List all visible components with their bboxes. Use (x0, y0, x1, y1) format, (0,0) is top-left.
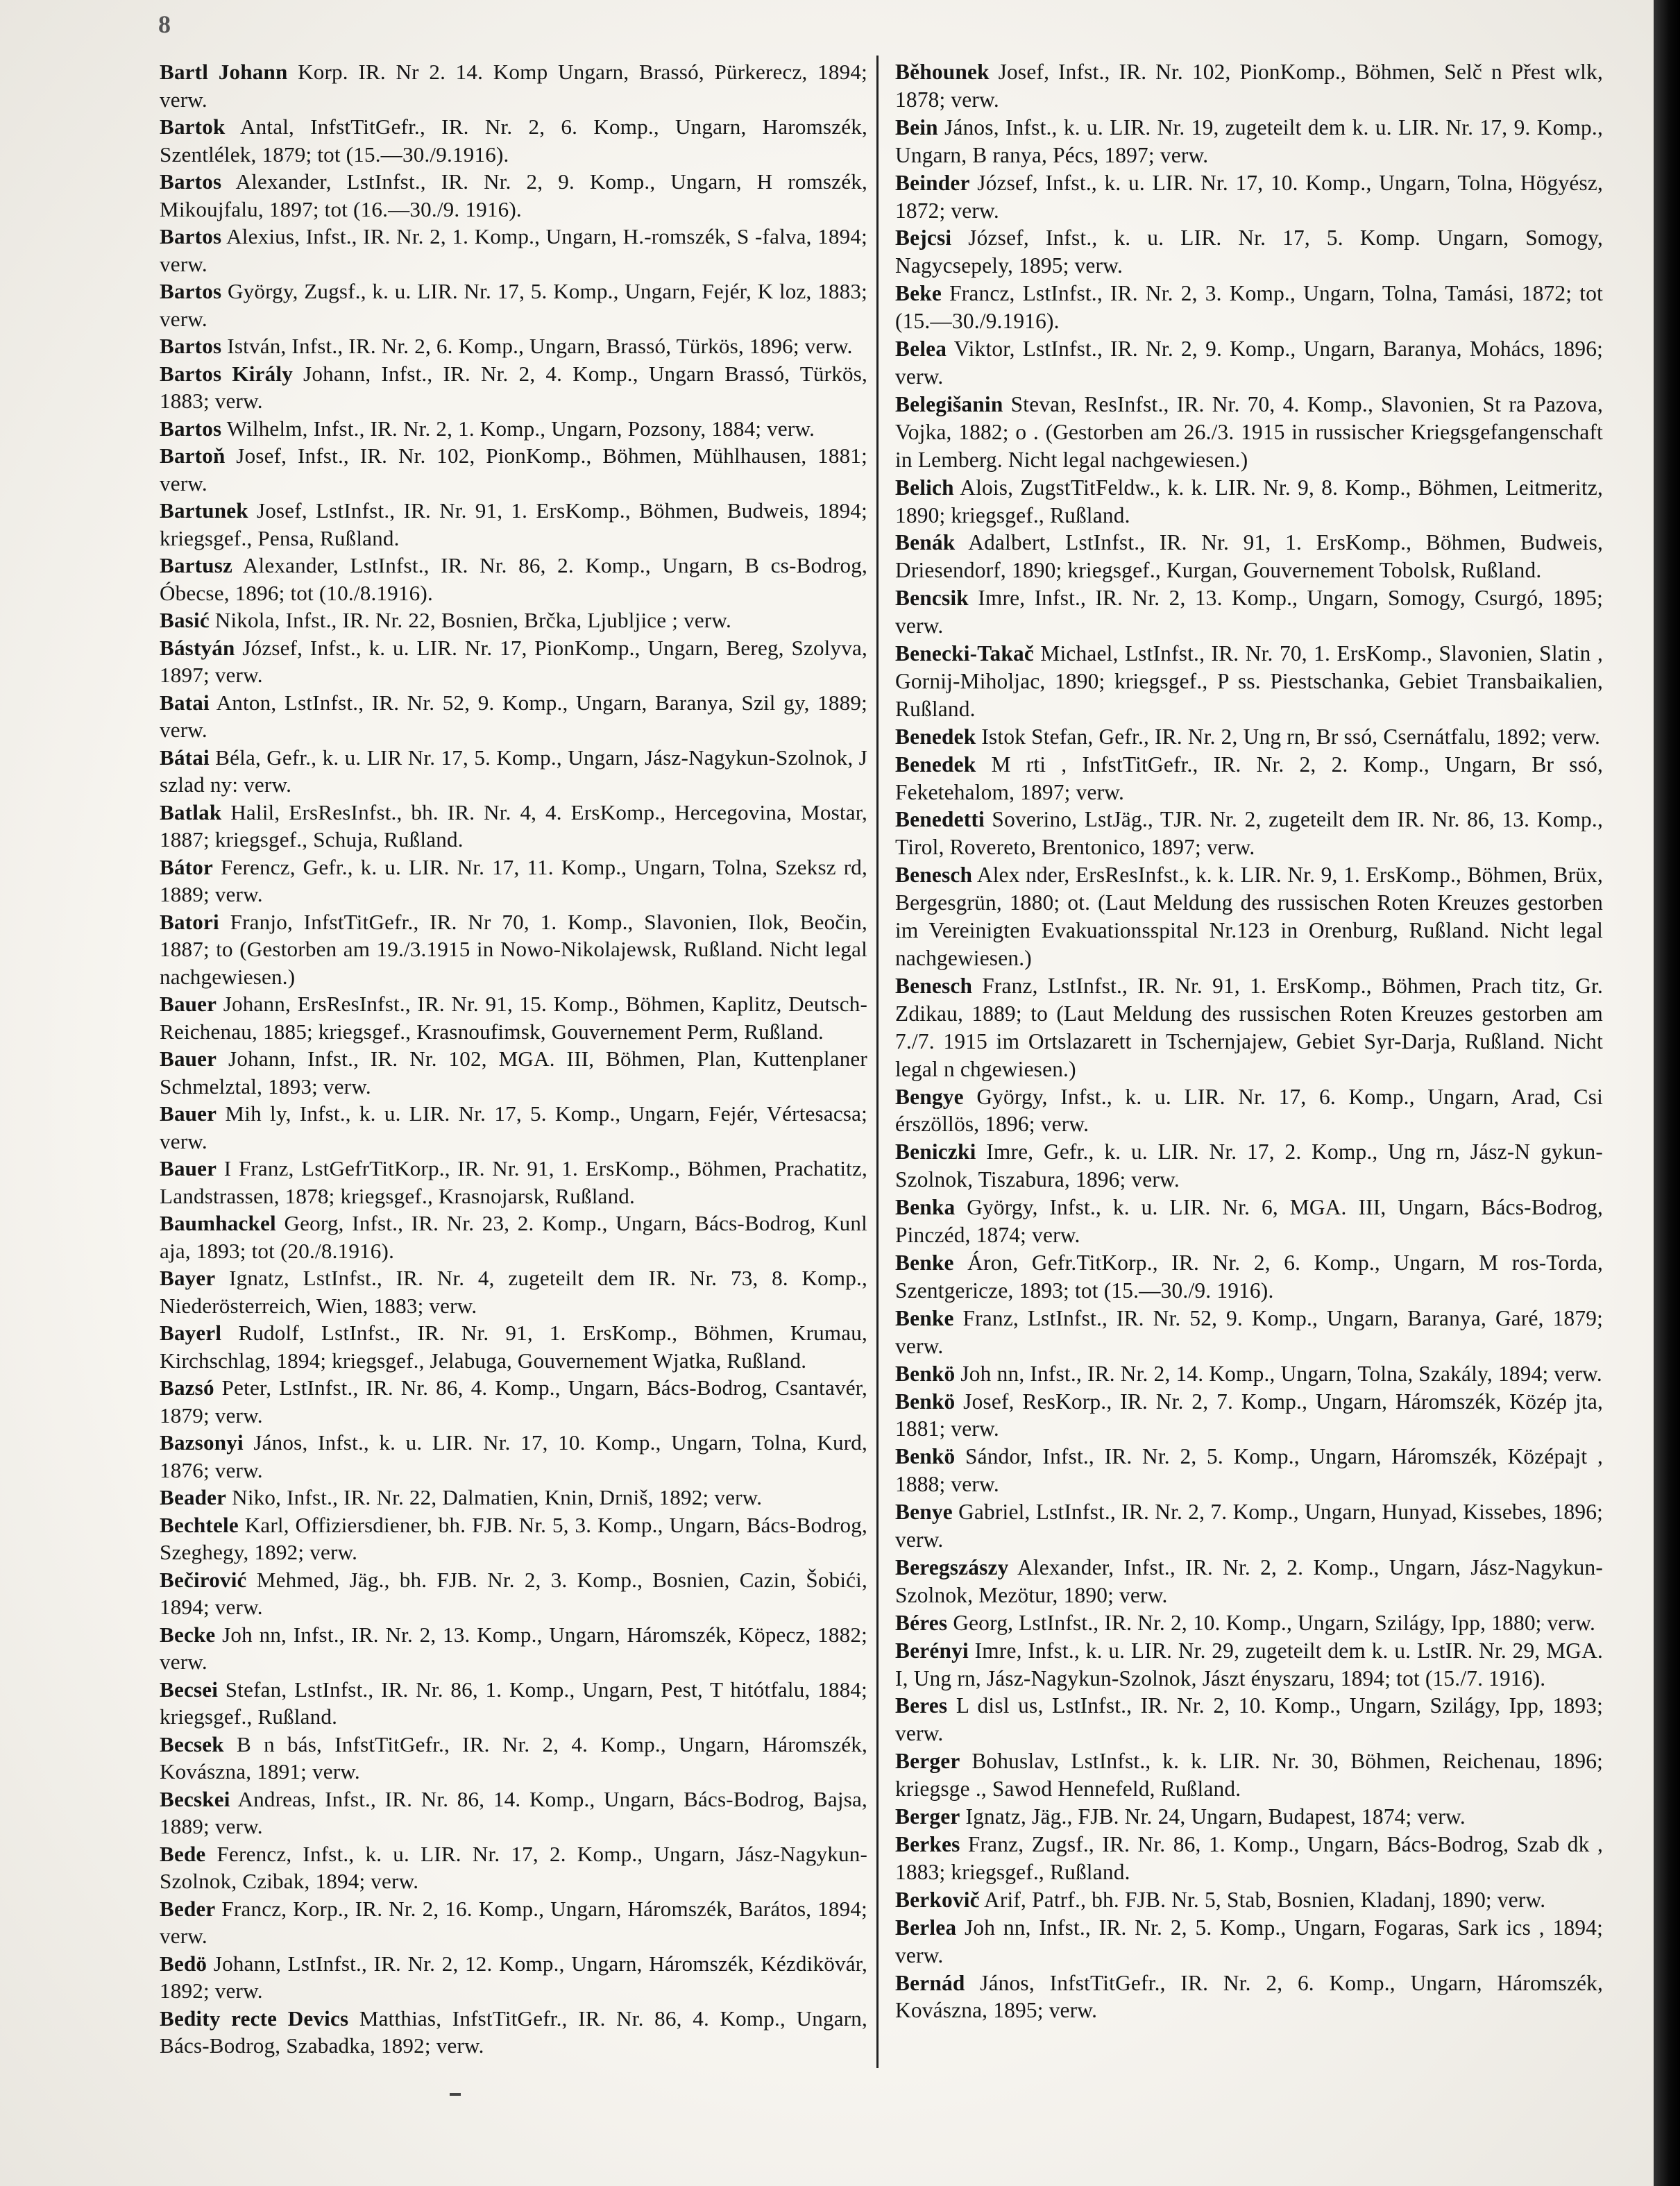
entry-details: Ferencz, Infst., k. u. LIR. Nr. 17, 2. Komp., Ungarn, Jász-Nagykun-Szolnok, Czibak, 1894; verw. (160, 1841, 867, 1893)
list-entry (160, 689, 867, 744)
entry-details: Rudolf, LstInfst., IR. Nr. 91, 1. ErsKomp., Böhmen, Krumau, Kirchschlag, 1894; kriegsgef., Jelabuga, Gouvernement Wjatka, Rußland. (160, 1321, 867, 1373)
entry-details: János, Infst., k. u. LIR. Nr. 17, 10. Komp., Ungarn, Tolna, Kurd, 1876; verw. (160, 1430, 867, 1482)
entry-details: Michael, LstInfst., IR. Nr. 70, 1. ErsKomp., Slavonien, Slatin , Gornij-Miholjac, 1890; kriegsgef., P ss. Piestschanka, Gebiet Transbaikalien, Rußland. (895, 641, 1603, 721)
list-entry (160, 1676, 867, 1731)
page-number: 8 (158, 10, 171, 38)
entry-surname: Berényi (895, 1638, 969, 1663)
entry-details: Adalbert, LstInfst., IR. Nr. 91, 1. ErsKomp., Böhmen, Budweis, Driesendorf, 1890; kriegsgef., Kurgan, Gouvernement Tobolsk, Rußland. (895, 530, 1603, 583)
list-entry (895, 1637, 1603, 1693)
list-entry (160, 1045, 867, 1100)
entry-details: Ferencz, Gefr., k. u. LIR. Nr. 17, 11. Komp., Ungarn, Tolna, Szeksz rd, 1889; verw. (160, 854, 867, 906)
list-entry (895, 1360, 1603, 1388)
list-entry (160, 168, 867, 223)
entry-surname: Bartl Johann (160, 60, 288, 84)
list-entry (895, 1305, 1603, 1360)
list-entry (160, 1100, 867, 1155)
entry-details: B n bás, InfstTitGefr., IR. Nr. 2, 4. Komp., Ungarn, Háromszék, Kovászna, 1891; verw. (160, 1731, 867, 1783)
entry-details: Áron, Gefr.TitKorp., IR. Nr. 2, 6. Komp., Ungarn, M ros-Torda, Szentgericze, 1893; tot (15.—30./9. 1916). (895, 1250, 1603, 1303)
list-entry (160, 1155, 867, 1210)
list-entry (895, 1083, 1603, 1139)
entry-details: Anton, LstInfst., IR. Nr. 52, 9. Komp., Ungarn, Baranya, Szil gy, 1889; verw. (160, 690, 867, 742)
list-entry (895, 1969, 1603, 2025)
entry-surname: Beder (160, 1896, 216, 1921)
list-entry (895, 861, 1603, 972)
list-entry (160, 1484, 867, 1511)
entry-details: Josef, LstInfst., IR. Nr. 91, 1. ErsKomp., Böhmen, Budweis, 1894; kriegsgef., Pensa, Rußland. (160, 498, 867, 550)
entry-surname: Batlak (160, 799, 222, 824)
entry-details: L disl us, LstInfst., IR. Nr. 2, 10. Komp., Ungarn, Szilágy, Ipp, 1893; verw. (895, 1693, 1603, 1746)
right-column (895, 58, 1603, 2024)
entry-details: József, Infst., k. u. LIR. Nr. 17, 10. Komp., Ungarn, Tolna, Högyész, 1872; verw. (895, 170, 1603, 223)
entry-surname: Bartoň (160, 443, 226, 468)
entry-details: Stefan, LstInfst., IR. Nr. 86, 1. Komp., Ungarn, Pest, T hitótfalu, 1884; kriegsgef., Rußland. (160, 1677, 867, 1729)
entry-details: Matthias, InfstTitGefr., IR. Nr. 86, 4. Komp., Ungarn, Bács-Bodrog, Szabadka, 1892; verw. (160, 2006, 867, 2058)
entry-details: Nikola, Infst., IR. Nr. 22, Bosnien, Brčka, Ljubljice ; verw. (209, 608, 732, 632)
entry-surname: Beinder (895, 170, 970, 195)
entry-details: Stevan, ResInfst., IR. Nr. 70, 4. Komp., Slavonien, St ra Pazova, Vojka, 1882; o . (Gestorben am 26./3. 1915 in russischer Kriegsgefangenschaft in Lemberg. Nicht legal nachgewiesen.) (895, 391, 1603, 472)
entry-surname: Bauer (160, 1101, 217, 1126)
list-entry (895, 529, 1603, 584)
entry-surname: Bartos (160, 416, 222, 441)
entry-details: Joh nn, Infst., IR. Nr. 2, 14. Komp., Ungarn, Tolna, Szakály, 1894; verw. (955, 1361, 1602, 1386)
list-entry (895, 1747, 1603, 1803)
entry-details: Béla, Gefr., k. u. LIR Nr. 17, 5. Komp., Ungarn, Jász-Nagykun-Szolnok, J szlad ny: verw. (160, 745, 867, 797)
entry-details: Joh nn, Infst., IR. Nr. 2, 13. Komp., Ungarn, Háromszék, Köpecz, 1882; verw. (160, 1622, 867, 1674)
list-entry (895, 806, 1603, 861)
entry-surname: Bátai (160, 745, 210, 770)
list-entry (160, 607, 867, 634)
entry-surname: Bazsonyi (160, 1430, 244, 1455)
entry-surname: Belea (895, 337, 947, 362)
entry-details: M rti , InfstTitGefr., IR. Nr. 2, 2. Komp., Ungarn, Br ssó, Feketehalom, 1897; verw. (895, 752, 1603, 804)
list-entry (160, 223, 867, 278)
entry-surname: Bartos (160, 169, 222, 194)
list-entry (895, 114, 1603, 169)
entry-surname: Bartos Király (160, 361, 293, 386)
entry-details: György, Infst., k. u. LIR. Nr. 17, 6. Komp., Ungarn, Arad, Csi érszöllös, 1896; verw. (895, 1084, 1603, 1137)
entry-surname: Belich (895, 475, 954, 500)
entry-details: Franz, LstInfst., IR. Nr. 52, 9. Komp., Ungarn, Baranya, Garé, 1879; verw. (895, 1305, 1603, 1358)
entry-details: János, Infst., k. u. LIR. Nr. 19, zugeteilt dem k. u. LIR. Nr. 17, 9. Komp., Ungarn, B ranya, Pécs, 1897; verw. (895, 115, 1603, 167)
entry-surname: Bartunek (160, 498, 248, 523)
list-entry (895, 391, 1603, 474)
entry-surname: Berger (895, 1804, 960, 1829)
entry-surname: Becsek (160, 1731, 224, 1756)
list-entry (895, 640, 1603, 723)
entry-details: Joh nn, Infst., IR. Nr. 2, 5. Komp., Ungarn, Fogaras, Sark ics , 1894; verw. (895, 1915, 1603, 1967)
list-entry (895, 1609, 1603, 1637)
entry-details: József, Infst., k. u. LIR. Nr. 17, PionKomp., Ungarn, Bereg, Szolyva, 1897; verw. (160, 635, 867, 687)
entry-details: György, Infst., k. u. LIR. Nr. 6, MGA. III, Ungarn, Bács-Bodrog, Pinczéd, 1874; verw. (895, 1195, 1603, 1248)
bottom-mark (450, 2093, 461, 2096)
entry-details: Georg, Infst., IR. Nr. 23, 2. Komp., Ungarn, Bács-Bodrog, Kunl aja, 1893; tot (20./8.1916). (160, 1211, 867, 1263)
entry-details: Bohuslav, LstInfst., k. k. LIR. Nr. 30, Böhmen, Reichenau, 1896; kriegsge ., Sawod Hennefeld, Rußland. (895, 1749, 1603, 1802)
entry-details: Josef, ResKorp., IR. Nr. 2, 7. Komp., Ungarn, Háromszék, Közép jta, 1881; verw. (895, 1389, 1603, 1441)
list-entry (895, 1914, 1603, 1969)
entry-details: Arif, Patrf., bh. FJB. Nr. 5, Stab, Bosnien, Kladanj, 1890; verw. (979, 1887, 1546, 1912)
entry-surname: Bauer (160, 992, 217, 1016)
entry-details: József, Infst., k. u. LIR. Nr. 17, 5. Komp. Ungarn, Somogy, Nagycsepely, 1895; verw. (895, 226, 1603, 278)
entry-details: Johann, Infst., IR. Nr. 2, 4. Komp., Ungarn Brassó, Türkös, 1883; verw. (160, 361, 867, 413)
entry-details: Georg, LstInfst., IR. Nr. 2, 10. Komp., Ungarn, Szilágy, Ipp, 1880; verw. (947, 1610, 1596, 1635)
entry-surname: Becskei (160, 1786, 230, 1811)
list-entry (160, 744, 867, 799)
list-entry (160, 1786, 867, 1840)
entry-surname: Berger (895, 1749, 960, 1774)
entry-surname: Bedö (160, 1951, 207, 1976)
list-entry (895, 751, 1603, 806)
list-entry (160, 1429, 867, 1484)
entry-details: Alexius, Infst., IR. Nr. 2, 1. Komp., Ungarn, H.-romszék, S -falva, 1894; verw. (160, 224, 867, 276)
list-entry (160, 360, 867, 415)
entry-surname: Bauer (160, 1156, 217, 1180)
entry-details: Johann, ErsResInfst., IR. Nr. 91, 15. Komp., Böhmen, Kaplitz, Deutsch-Reichenau, 1885; kriegsgef., Krasnoufimsk, Gouvernement Perm, Rußland. (160, 992, 867, 1044)
list-entry (160, 1566, 867, 1621)
entry-surname: Benecki-Takač (895, 641, 1034, 666)
entry-details: Alexander, LstInfst., IR. Nr. 86, 2. Komp., Ungarn, B cs-Bodrog, Óbecse, 1896; tot (10./8.1916). (160, 553, 867, 605)
entry-surname: Bauer (160, 1047, 217, 1071)
entry-surname: Bechtele (160, 1512, 239, 1537)
entry-details: Imre, Infst., IR. Nr. 2, 13. Komp., Ungarn, Somogy, Csurgó, 1895; verw. (895, 586, 1603, 638)
list-entry (160, 415, 867, 443)
entry-details: Franz, LstInfst., IR. Nr. 91, 1. ErsKomp., Böhmen, Prach titz, Gr. Zdikau, 1889; to (Laut Meldung des russischen Roten Kreuzes gestorben am 7./7. 1915 im Ortslazarett in Tschernjajew, Gebiet Syr-Darja, Rußland. Nicht legal n chgewiesen.) (895, 973, 1603, 1081)
entry-details: Halil, ErsResInfst., bh. IR. Nr. 4, 4. ErsKomp., Hercegovina, Mostar, 1887; kriegsgef., Schuja, Rußland. (160, 799, 867, 851)
entry-surname: Berlea (895, 1915, 957, 1940)
entry-surname: Becsei (160, 1677, 219, 1702)
entry-details: Mehmed, Jäg., bh. FJB. Nr. 2, 3. Komp., Bosnien, Cazin, Šobići, 1894; verw. (160, 1567, 867, 1619)
left-column (160, 58, 867, 2060)
entry-surname: Benesch (895, 973, 973, 998)
entry-surname: Beniczki (895, 1139, 976, 1164)
entry-surname: Beader (160, 1485, 227, 1509)
entry-surname: Béres (895, 1610, 948, 1635)
entry-surname: Běhounek (895, 60, 990, 84)
list-entry (895, 58, 1603, 114)
entry-surname: Bayerl (160, 1321, 222, 1345)
entry-surname: Benák (895, 530, 956, 555)
entry-details: Alexander, Infst., IR. Nr. 2, 2. Komp., Ungarn, Jász-Nagykun-Szolnok, Mezötur, 1890; verw. (895, 1554, 1603, 1607)
entry-surname: Bečirović (160, 1567, 247, 1592)
list-entry (160, 1621, 867, 1676)
list-entry (160, 58, 867, 113)
list-entry (160, 990, 867, 1045)
entry-surname: Benkö (895, 1444, 956, 1469)
list-entry (160, 1319, 867, 1374)
column-divider (876, 56, 879, 2068)
list-entry (160, 552, 867, 607)
list-entry (895, 1249, 1603, 1305)
list-entry (160, 2005, 867, 2060)
list-entry (160, 854, 867, 908)
entry-details: Mih ly, Infst., k. u. LIR. Nr. 17, 5. Komp., Ungarn, Fejér, Vértesacsa; verw. (160, 1101, 867, 1153)
entry-surname: Bejcsi (895, 226, 952, 251)
list-entry (895, 1886, 1603, 1914)
list-entry (160, 799, 867, 854)
entry-surname: Bazsó (160, 1375, 214, 1400)
list-entry (160, 634, 867, 689)
entry-details: Alexander, LstInfst., IR. Nr. 2, 9. Komp., Ungarn, H romszék, Mikoujfalu, 1897; tot (16.—30./9. 1916). (160, 169, 867, 221)
entry-details: Johann, Infst., IR. Nr. 102, MGA. III, Böhmen, Plan, Kuttenplaner Schmelztal, 1893; verw. (160, 1047, 867, 1099)
list-entry (160, 1840, 867, 1895)
list-entry (895, 584, 1603, 640)
list-entry (160, 278, 867, 332)
entry-surname: Benka (895, 1195, 956, 1220)
entry-details: Francz, Korp., IR. Nr. 2, 16. Komp., Ungarn, Háromszék, Barátos, 1894; verw. (160, 1896, 867, 1948)
entry-details: I Franz, LstGefrTitKorp., IR. Nr. 91, 1. ErsKomp., Böhmen, Prachatitz, Landstrassen, 1878; kriegsgef., Krasnojarsk, Rußland. (160, 1156, 867, 1208)
entry-surname: Basić (160, 608, 210, 632)
entry-surname: Bartok (160, 115, 226, 139)
entry-surname: Benesch (895, 863, 973, 888)
list-entry (160, 442, 867, 497)
entry-details: Ignatz, Jäg., FJB. Nr. 24, Ungarn, Budapest, 1874; verw. (960, 1804, 1466, 1829)
entry-surname: Benkö (895, 1361, 956, 1386)
entry-details: Alois, ZugstTitFeldw., k. k. LIR. Nr. 9, 8. Komp., Böhmen, Leitmeritz, 1890; kriegsgef., Rußland. (895, 475, 1603, 527)
list-entry (895, 280, 1603, 335)
entry-surname: Beke (895, 281, 942, 306)
entry-details: Josef, Infst., IR. Nr. 102, PionKomp., Böhmen, Selč n Přest wlk, 1878; verw. (895, 60, 1603, 112)
list-entry (895, 1692, 1603, 1747)
entry-details: Francz, LstInfst., IR. Nr. 2, 3. Komp., Ungarn, Tolna, Tamási, 1872; tot (15.—30./9.1916). (895, 281, 1603, 334)
entry-surname: Benke (895, 1305, 954, 1330)
list-entry (160, 1264, 867, 1319)
list-entry (895, 169, 1603, 225)
entry-surname: Bernád (895, 1970, 965, 1995)
entry-details: Alex nder, ErsResInfst., k. k. LIR. Nr. 9, 1. ErsKomp., Böhmen, Brüx, Bergesgrün, 1880; ot. (Laut Meldung des russischen Roten Kreuzes gestorben im Vereinigten Evakuationsspital Nr.123 in Orenburg, Rußland. Nicht legal nachgewiesen.) (895, 863, 1603, 970)
list-entry (895, 1498, 1603, 1554)
entry-details: Istok Stefan, Gefr., IR. Nr. 2, Ung rn, Br ssó, Csernátfalu, 1892; verw. (976, 724, 1600, 749)
entry-surname: Benedek (895, 724, 976, 749)
list-entry (895, 1138, 1603, 1194)
entry-details: Imre, Gefr., k. u. LIR. Nr. 17, 2. Komp., Ung rn, Jász-N gykun-Szolnok, Tiszabura, 1896; verw. (895, 1139, 1603, 1192)
entry-surname: Baumhackel (160, 1211, 276, 1235)
entry-details: Wilhelm, Infst., IR. Nr. 2, 1. Komp., Ungarn, Pozsony, 1884; verw. (221, 416, 815, 441)
entry-details: Gabriel, LstInfst., IR. Nr. 2, 7. Komp., Ungarn, Hunyad, Kissebes, 1896; verw. (895, 1500, 1603, 1552)
list-entry (895, 474, 1603, 529)
entry-details: Andreas, Infst., IR. Nr. 86, 14. Komp., Ungarn, Bács-Bodrog, Bajsa, 1889; verw. (160, 1786, 867, 1838)
entry-surname: Batai (160, 690, 210, 715)
entry-surname: Bede (160, 1841, 206, 1866)
entry-surname: Bayer (160, 1266, 216, 1290)
entry-surname: Beres (895, 1693, 948, 1718)
list-entry (895, 1443, 1603, 1498)
entry-surname: Bartos (160, 279, 222, 303)
entry-surname: Berkovič (895, 1887, 980, 1912)
list-entry (895, 1388, 1603, 1443)
entry-details: Korp. IR. Nr 2. 14. Komp Ungarn, Brassó, Pürkerecz, 1894; verw. (160, 60, 867, 112)
entry-surname: Benkö (895, 1389, 956, 1414)
list-entry (160, 497, 867, 552)
entry-details: Ignatz, LstInfst., IR. Nr. 4, zugeteilt dem IR. Nr. 73, 8. Komp., Niederösterreich, Wien, 1883; verw. (160, 1266, 867, 1318)
entry-details: Antal, InfstTitGefr., IR. Nr. 2, 6. Komp., Ungarn, Haromszék, Szentlélek, 1879; tot (15.—30./9.1916). (160, 115, 867, 167)
entry-surname: Belegišanin (895, 391, 1003, 416)
list-entry (160, 1374, 867, 1429)
entry-details: István, Infst., IR. Nr. 2, 6. Komp., Ungarn, Brassó, Türkös, 1896; verw. (221, 334, 853, 358)
list-entry (895, 335, 1603, 391)
entry-surname: Benke (895, 1250, 954, 1275)
entry-surname: Bedity recte Devics (160, 2006, 349, 2031)
entry-surname: Bástyán (160, 635, 235, 660)
entry-surname: Benye (895, 1500, 953, 1525)
entry-surname: Bátor (160, 854, 213, 879)
entry-details: Sándor, Infst., IR. Nr. 2, 5. Komp., Ungarn, Háromszék, Középajt , 1888; verw. (895, 1444, 1603, 1497)
list-entry (895, 723, 1603, 751)
entry-surname: Batori (160, 909, 219, 934)
list-entry (895, 1803, 1603, 1831)
entry-surname: Benedek (895, 752, 976, 777)
entry-details: Peter, LstInfst., IR. Nr. 86, 4. Komp., Ungarn, Bács-Bodrog, Csantavér, 1879; verw. (160, 1375, 867, 1427)
entry-details: Niko, Infst., IR. Nr. 22, Dalmatien, Knin, Drniš, 1892; verw. (226, 1485, 763, 1509)
entry-surname: Berkes (895, 1832, 960, 1856)
entry-details: Franjo, InfstTitGefr., IR. Nr 70, 1. Komp., Slavonien, Ilok, Beočin, 1887; to (Gestorben am 19./3.1915 in Nowo-Nikolajewsk, Rußland. Nicht legal nachgewiesen.) (160, 909, 867, 989)
entry-surname: Bartos (160, 334, 222, 358)
entry-details: Viktor, LstInfst., IR. Nr. 2, 9. Komp., Ungarn, Baranya, Mohács, 1896; verw. (895, 337, 1603, 389)
list-entry (160, 113, 867, 168)
entry-details: Josef, Infst., IR. Nr. 102, PionKomp., Böhmen, Mühlhausen, 1881; verw. (160, 443, 867, 495)
list-entry (895, 1194, 1603, 1249)
entry-surname: Benedetti (895, 807, 985, 832)
entry-surname: Bengye (895, 1084, 964, 1109)
list-entry (160, 908, 867, 991)
list-entry (160, 332, 867, 360)
entry-surname: Bencsik (895, 586, 969, 611)
entry-surname: Bein (895, 115, 938, 139)
entry-details: Franz, Zugsf., IR. Nr. 86, 1. Komp., Ungarn, Bács-Bodrog, Szab dk , 1883; kriegsgef., Rußland. (895, 1832, 1603, 1884)
list-entry (160, 1511, 867, 1566)
list-entry (895, 972, 1603, 1083)
entry-details: Johann, LstInfst., IR. Nr. 2, 12. Komp., Ungarn, Háromszék, Kézdikövár, 1892; verw. (160, 1951, 867, 2003)
list-entry (895, 1554, 1603, 1609)
entry-surname: Beregszászy (895, 1554, 1009, 1579)
scan-edge (1654, 0, 1680, 2186)
entry-details: György, Zugsf., k. u. LIR. Nr. 17, 5. Komp., Ungarn, Fejér, K loz, 1883; verw. (160, 279, 867, 331)
list-entry (160, 1950, 867, 2005)
list-entry (895, 224, 1603, 280)
entry-surname: Bartos (160, 224, 222, 248)
entry-details: Imre, Infst., k. u. LIR. Nr. 29, zugeteilt dem k. u. LstIR. Nr. 29, MGA. I, Ung rn, Jász-Nagykun-Szolnok, Jászt ényszaru, 1894; tot (15./7. 1916). (895, 1638, 1603, 1691)
entry-surname: Becke (160, 1622, 216, 1647)
entry-details: Karl, Offiziersdiener, bh. FJB. Nr. 5, 3. Komp., Ungarn, Bács-Bodrog, Szeghegy, 1892; verw. (160, 1512, 867, 1564)
list-entry (895, 1831, 1603, 1886)
list-entry (160, 1895, 867, 1950)
entry-surname: Bartusz (160, 553, 233, 577)
entry-details: Soverino, LstJäg., TJR. Nr. 2, zugeteilt dem IR. Nr. 86, 13. Komp., Tirol, Rovereto, Brentonico, 1897; verw. (895, 807, 1603, 860)
list-entry (160, 1210, 867, 1264)
list-entry (160, 1731, 867, 1786)
entry-details: János, InfstTitGefr., IR. Nr. 2, 6. Komp., Ungarn, Háromszék, Kovászna, 1895; verw. (895, 1970, 1603, 2023)
